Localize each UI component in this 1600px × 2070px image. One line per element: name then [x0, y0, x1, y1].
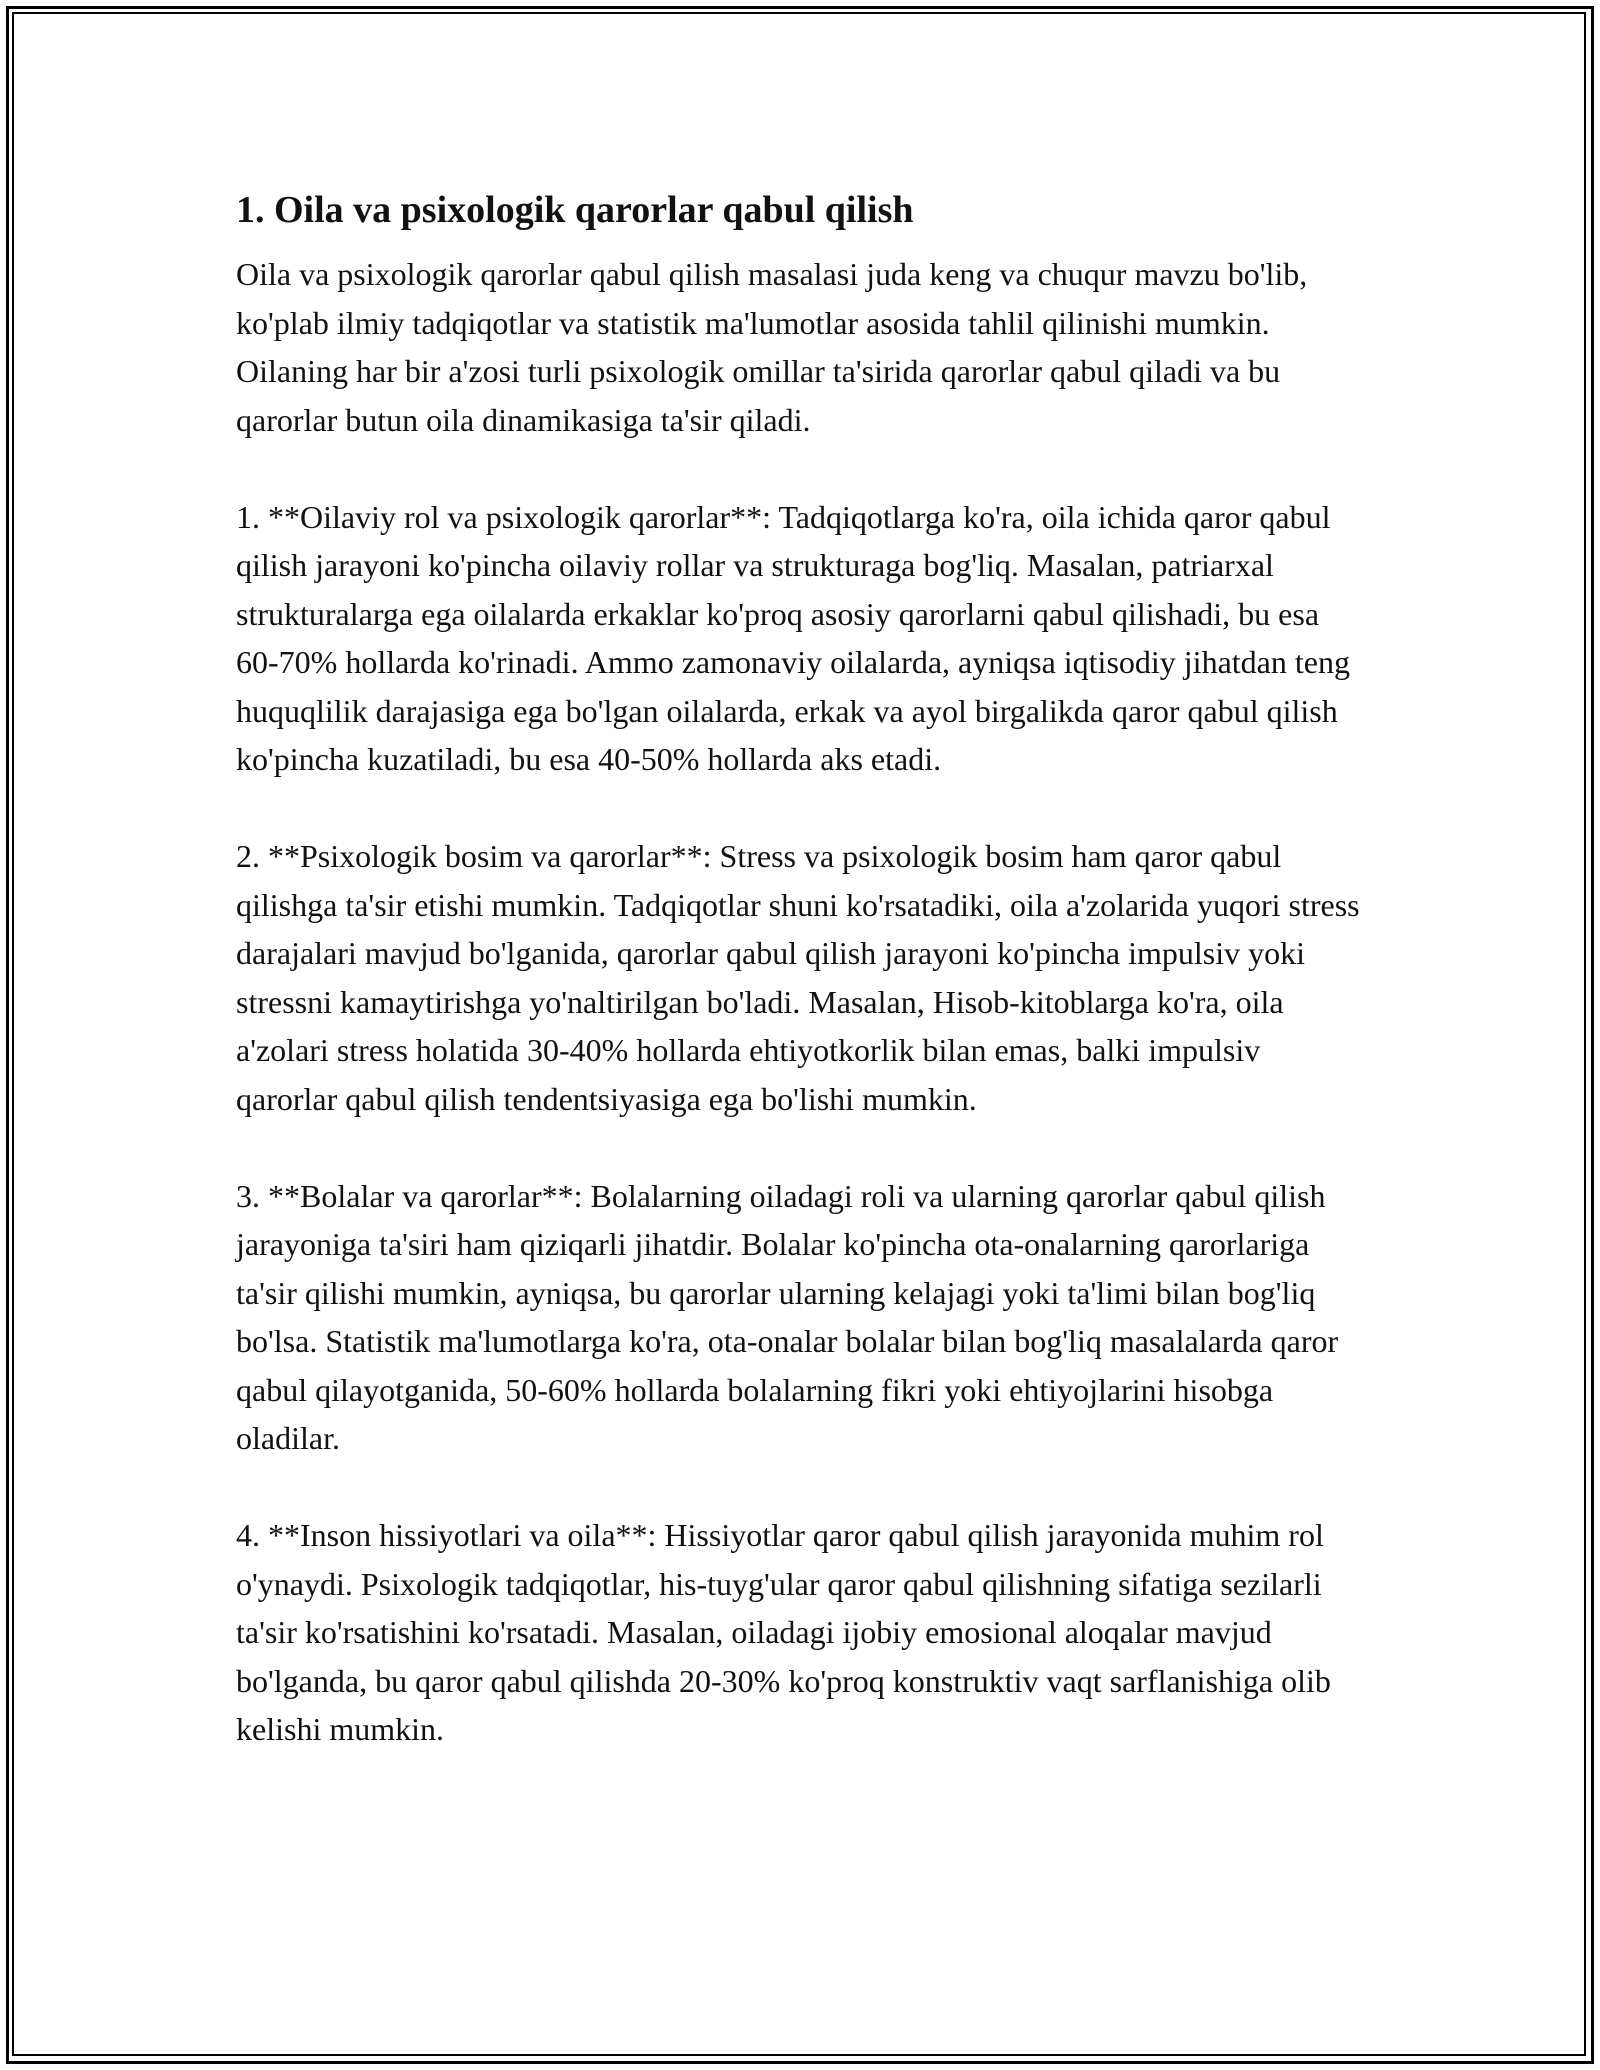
paragraph-children: 3. **Bolalar va qarorlar**: Bolalarning oiladagi roli va ularning qarorlar qabul qilish jarayoniga ta'siri ham qiziqarli jihatdir. Bolalar ko'pincha ota-onalarning qarorlariga ta'sir qilishi mumkin, ayniqsa, bu qarorlar ularning kelajagi yoki ta'limi bilan bog'liq bo'lsa. Statistik ma'lumotlarga ko'ra, ota-onalar bolalar bilan bog'liq masalalarda qaror qabul qilayotganida, 50-60% hollarda bolalarning fikri yoki ehtiyojlarini hisobga oladilar.: [236, 1177, 1339, 1456]
paragraph-psychological-pressure: 2. **Psixologik bosim va qarorlar**: Stress va psixologik bosim ham qaror qabul qilishga ta'sir etishi mumkin. Tadqiqotlar shuni ko'rsatadiki, oila a'zolarida yuqori stress darajalari mavjud bo'lganida, qarorlar qabul qilish jarayoni ko'pincha impulsiv yoki stressni kamaytirishga yo'naltirilgan bo'ladi. Masalan, Hisob-kitoblarga ko'ra, oila a'zolari stress holatida 30-40% hollarda ehtiyotkorlik bilan emas, balki impulsiv qarorlar qabul qilish tendentsiyasiga ega bo'lishi mumkin.: [236, 838, 1360, 1117]
paragraph-emotions: 4. **Inson hissiyotlari va oila**: Hissiyotlar qaror qabul qilish jarayonida muhim rol o'ynaydi. Psixologik tadqiqotlar, his-tuyg'ular qaror qabul qilishning sifatiga sezilarli ta'sir ko'rsatishini ko'rsatadi. Masalan, oiladagi ijobiy emosional aloqalar mavjud bo'lganda, bu qaror qabul qilishda 20-30% ko'proq konstruktiv vaqt sarflanishiga olib kelishi mumkin.: [236, 1517, 1331, 1747]
intro-paragraph: Oila va psixologik qarorlar qabul qilish masalasi juda keng va chuqur mavzu bo'lib, ko'plab ilmiy tadqiqotlar va statistik ma'lumotlar asosida tahlil qilinishi mumkin. Oilaning har bir a'zosi turli psixologik omillar ta'sirida qarorlar qabul qiladi va bu qarorlar butun oila dinamikasiga ta'sir qiladi.: [236, 256, 1308, 438]
paragraph-family-roles: 1. **Oilaviy rol va psixologik qarorlar**: Tadqiqotlarga ko'ra, oila ichida qaror qabul qilish jarayoni ko'pincha oilaviy rollar va strukturaga bog'liq. Masalan, patriarxal strukturalarga ega oilalarda erkaklar ko'proq asosiy qarorlarni qabul qilishadi, bu esa 60-70% hollarda ko'rinadi. Ammo zamonaviy oilalarda, ayniqsa iqtisodiy jihatdan teng huquqlilik darajasiga ega bo'lgan oilalarda, erkak va ayol birgalikda qaror qabul qilish ko'pincha kuzatiladi, bu esa 40-50% hollarda aks etadi.: [236, 498, 1350, 777]
document-page: [236, 186, 1366, 1754]
section-heading: 1. Oila va psixologik qarorlar qabul qilish: [236, 189, 914, 231]
